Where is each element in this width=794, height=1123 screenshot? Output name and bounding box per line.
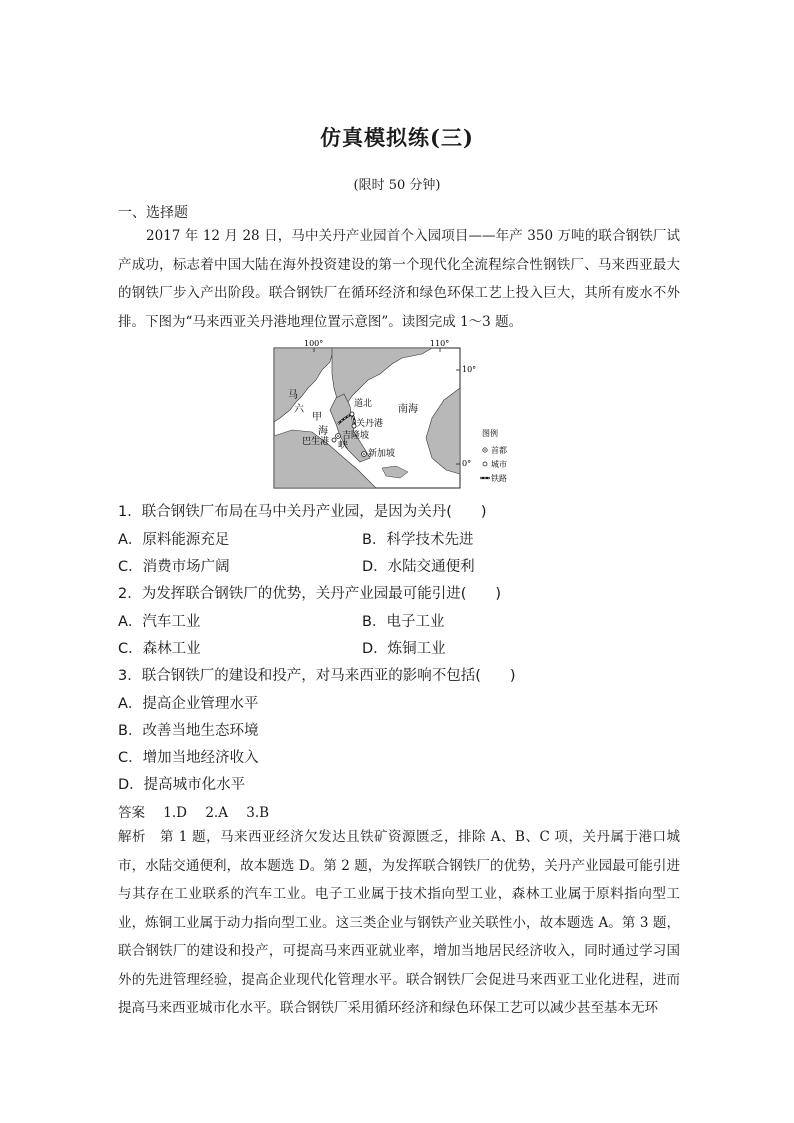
section-heading: 一、选择题 (118, 205, 188, 221)
analysis-text: 第 1 题，马来西亚经济欠发达且铁矿资源匮乏，排除 A、B、C 项，关丹属于港口城市，水陆交通便利，故本题选 D。第 2 题，为发挥联合钢铁厂的优势，关丹产业园最可能引进与其存在工业联系的汽车工业。电子工业属于技术指向型工业，森林工业属于原料指向型工业，炼铜工业属于动力指向型工业。这三类企业与钢铁产业关联性小，故本题选 A。第 3 题，联合钢铁厂的建设和投产，可提高马来西亚就业率，增加当地居民经济收入，同时通过学习国外的先进管理经验，提高企业现代化管理水平。联合钢铁厂会促进马来西亚工业化进程，进而提高马来西亚城市化水平。联合钢铁厂采用循环经济和绿色环保工艺可以减少甚至基本无环 (118, 829, 681, 1016)
q3-option-d[interactable]: D．提高城市化水平 (118, 777, 246, 793)
question-1-stem: 1．联合钢铁厂布局在马中关丹产业园，是因为关丹( ) (118, 504, 487, 520)
q1-option-c[interactable]: C．消费市场广阔 (118, 559, 230, 575)
legend-title: 图例 (482, 429, 498, 438)
label-singapore: 新加坡 (368, 449, 396, 459)
lon-label-110: 110° (430, 340, 450, 348)
klang-marker (332, 438, 336, 442)
intro-paragraph: 2017 年 12 月 28 日，马中关丹产业园首个入园项目——年产 350 万吨的联合钢铁厂试产成功，标志着中国大陆在海外投资建设的第一个现代化全流程综合性钢铁厂、马来西亚最大的钢铁厂步入产出阶段。联合钢铁厂在循环经济和绿色环保工艺上投入巨大，其所有废水不外排。下图为“马来西亚关丹港地理位置示意图”。读图完成 1～3 题。 (118, 228, 680, 330)
analysis-label: 解析 (118, 829, 146, 845)
q2-option-a[interactable]: A．汽车工业 (118, 614, 201, 630)
legend-capital: 首都 (491, 446, 507, 455)
q1-option-b[interactable]: B．科学技术先进 (362, 532, 474, 548)
time-limit: (限时 50 分钟) (353, 178, 441, 193)
analysis-block (118, 823, 680, 1023)
q3-option-a[interactable]: A．提高企业管理水平 (118, 696, 259, 712)
lat-label-0: 0° (462, 459, 472, 468)
q3-option-c[interactable]: C．增加当地经济收入 (118, 750, 259, 766)
q2-option-c[interactable]: C．森林工业 (118, 641, 201, 657)
answer-1: 1.D (163, 805, 188, 821)
label-strait-hai: 海 (318, 426, 328, 437)
legend-railway: 铁路 (491, 474, 507, 483)
label-strait-ma: 马 (288, 390, 298, 401)
label-kualalumpur: 吉隆坡 (342, 431, 370, 441)
location-map (272, 340, 522, 490)
label-guandan: 关丹港 (356, 419, 384, 429)
dongbei-marker (350, 412, 354, 416)
label-strait-liu: 六 (294, 404, 304, 415)
q1-option-d[interactable]: D．水陆交通便利 (362, 559, 475, 575)
label-nanhai: 南海 (398, 404, 418, 415)
label-dongbei: 道北 (354, 399, 373, 409)
q3-option-b[interactable]: B．改善当地生态环境 (118, 723, 259, 739)
page-title: 仿真模拟练(三) (320, 125, 474, 150)
question-3-stem: 3．联合钢铁厂的建设和投产，对马来西亚的影响不包括( ) (118, 668, 516, 684)
lon-label-100: 100° (304, 340, 324, 348)
answer-line (118, 801, 269, 821)
answer-label: 答案 (118, 805, 145, 821)
q2-option-b[interactable]: B．电子工业 (362, 614, 445, 630)
answer-2: 2.A (205, 805, 228, 821)
q1-option-a[interactable]: A．原料能源充足 (118, 532, 230, 548)
label-strait-jia: 甲 (312, 412, 322, 423)
lat-label-10: 10° (462, 365, 477, 374)
label-klang: 巴生港 (302, 437, 330, 447)
legend-city: 城市 (491, 460, 507, 469)
question-2-stem: 2．为发挥联合钢铁厂的优势，关丹产业园最可能引进( ) (118, 586, 502, 602)
label-strait-xia: 峡 (338, 440, 348, 451)
answer-3: 3.B (246, 805, 270, 821)
q2-option-d[interactable]: D．炼铜工业 (362, 641, 446, 657)
